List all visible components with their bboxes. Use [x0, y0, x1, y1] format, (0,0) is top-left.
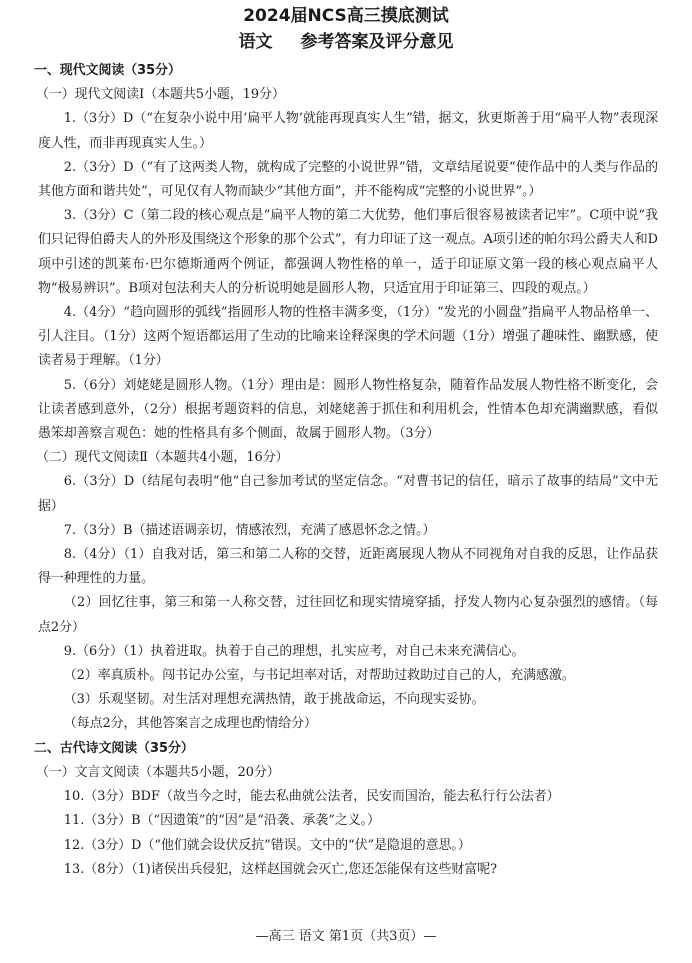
answer-paragraph: 12.（3分）D（“他们就会设伏反抗”错误。文中的“伏”是隐退的意思。）: [63, 837, 471, 853]
subsection-heading: （一）现代文阅读Ⅰ（本题共5小题，19分）: [36, 87, 285, 103]
answer-paragraph: 6.（3分）D（结尾句表明“他”自己参加考试的坚定信念。“对曹书记的信任，暗示了故事的结局”文中无据）: [38, 474, 658, 514]
subsection-heading: （二）现代文阅读Ⅱ（本题共4小题，16分）: [36, 450, 289, 466]
section-heading: 一、现代文阅读（35分）: [34, 63, 181, 78]
answer-paragraph: 1.（3分）D（“在复杂小说中用‘扁平人物’就能再现真实人生”错，据文，狄更斯善于用“扁平人物”表现深度人性，而非再现真实人生。）: [38, 111, 658, 151]
answer-paragraph: 10.（3分）BDF（故当今之时，能去私曲就公法者，民安而国治，能去私行行公法者）: [63, 789, 560, 805]
subtitle-label: 参考答案及评分意见: [300, 32, 454, 52]
answer-paragraph: 11.（3分）B（“因遗策”的“因”是“沿袭、承袭”之义。）: [63, 813, 380, 829]
answer-paragraph: 8.（4分）（1）自我对话，第三和第二人称的交替，近距离展现人物从不同视角对自我的反思，让作品获得一种理性的力量。: [38, 547, 658, 587]
subsection-heading: （一）文言文阅读（本题共5小题，20分）: [36, 764, 280, 780]
page-footer: —高三 语文 第1页（共3页）—: [255, 929, 437, 944]
answer-paragraph: 4.（4分）“趋向圆形的弧线”指圆形人物的性格丰满多变，（1分）“发光的小圆盘”指扁平人物品格单一、引人注目。（1分）这两个短语都运用了生动的比喻来诠释深奥的学术问题（1分）增强了趣味性、幽默感，使读者易于理解。（1分）: [38, 305, 658, 369]
answer-paragraph: （2）回忆往事，第三和第一人称交替，过往回忆和现实情境穿插，抒发人物内心复杂强烈的感情。（每点2分）: [38, 595, 658, 635]
answer-paragraph: 3.（3分）C（第二段的核心观点是“扁平人物的第二大优势，他们事后很容易被读者记牢”。C项中说“我们只记得伯爵夫人的外形及围绕这个形象的那个公式”，有力印证了这一观点。A项引述的帕尔玛公爵夫人和D项中引述的凯莱布·巴尔德斯通两个例证，都强调人物性格的单一，适于印证原文第一段的核心观点扁平人物“极易辨识”。B项对包法利夫人的分析说明她是圆形人物，只适宜用于印证第三、四段的观点。）: [38, 208, 658, 296]
answer-paragraph: 9.（6分）（1）执着进取。执着于自己的理想，扎实应考，对自己未来充满信心。: [63, 643, 525, 659]
answer-paragraph: 2.（3分）D（“有了这两类人物，就构成了完整的小说世界”错，文章结尾说要“使作品中的人类与作品的其他方面和谐共处”，可见仅有人物而缺少“其他方面”，并不能构成“完整的小说世界”。）: [38, 159, 658, 200]
section-heading: 二、古代诗文阅读（35分）: [34, 740, 194, 756]
answer-paragraph: （2）率真质朴。闯书记办公室，与书记坦率对话，对帮助过救助过自己的人，充满感激。: [63, 668, 575, 684]
subject-label: 语文: [238, 32, 273, 52]
answer-paragraph: （3）乐观坚韧。对生活对理想充满热情，敢于挑战命运，不向现实妥协。: [63, 692, 485, 708]
answer-paragraph: 7.（3分）B（描述语调亲切，情感浓烈，充满了感恩怀念之情。）: [63, 522, 436, 538]
page-title: 2024届NCS高三摸底测试: [243, 6, 449, 26]
page-subtitle: [0, 31, 692, 53]
answer-paragraph: 13.（8分）（1)诸侯出兵侵犯，这样赵国就会灭亡,您还怎能保有这些财富呢?: [63, 861, 498, 877]
answer-paragraph: （每点2分，其他答案言之成理也酌情给分）: [63, 716, 317, 732]
answer-content: [34, 59, 658, 882]
answer-paragraph: 5.（6分）刘姥姥是圆形人物。（1分）理由是：圆形人物性格复杂，随着作品发展人物性格不断变化，会让读者感到意外，（2分）根据考题资料的信息，刘姥姥善于抓住和利用机会，性情本色却充满幽默感，看似愚笨却善察言观色：她的性格具有多个侧面，故属于圆形人物。（3分）: [38, 377, 658, 442]
